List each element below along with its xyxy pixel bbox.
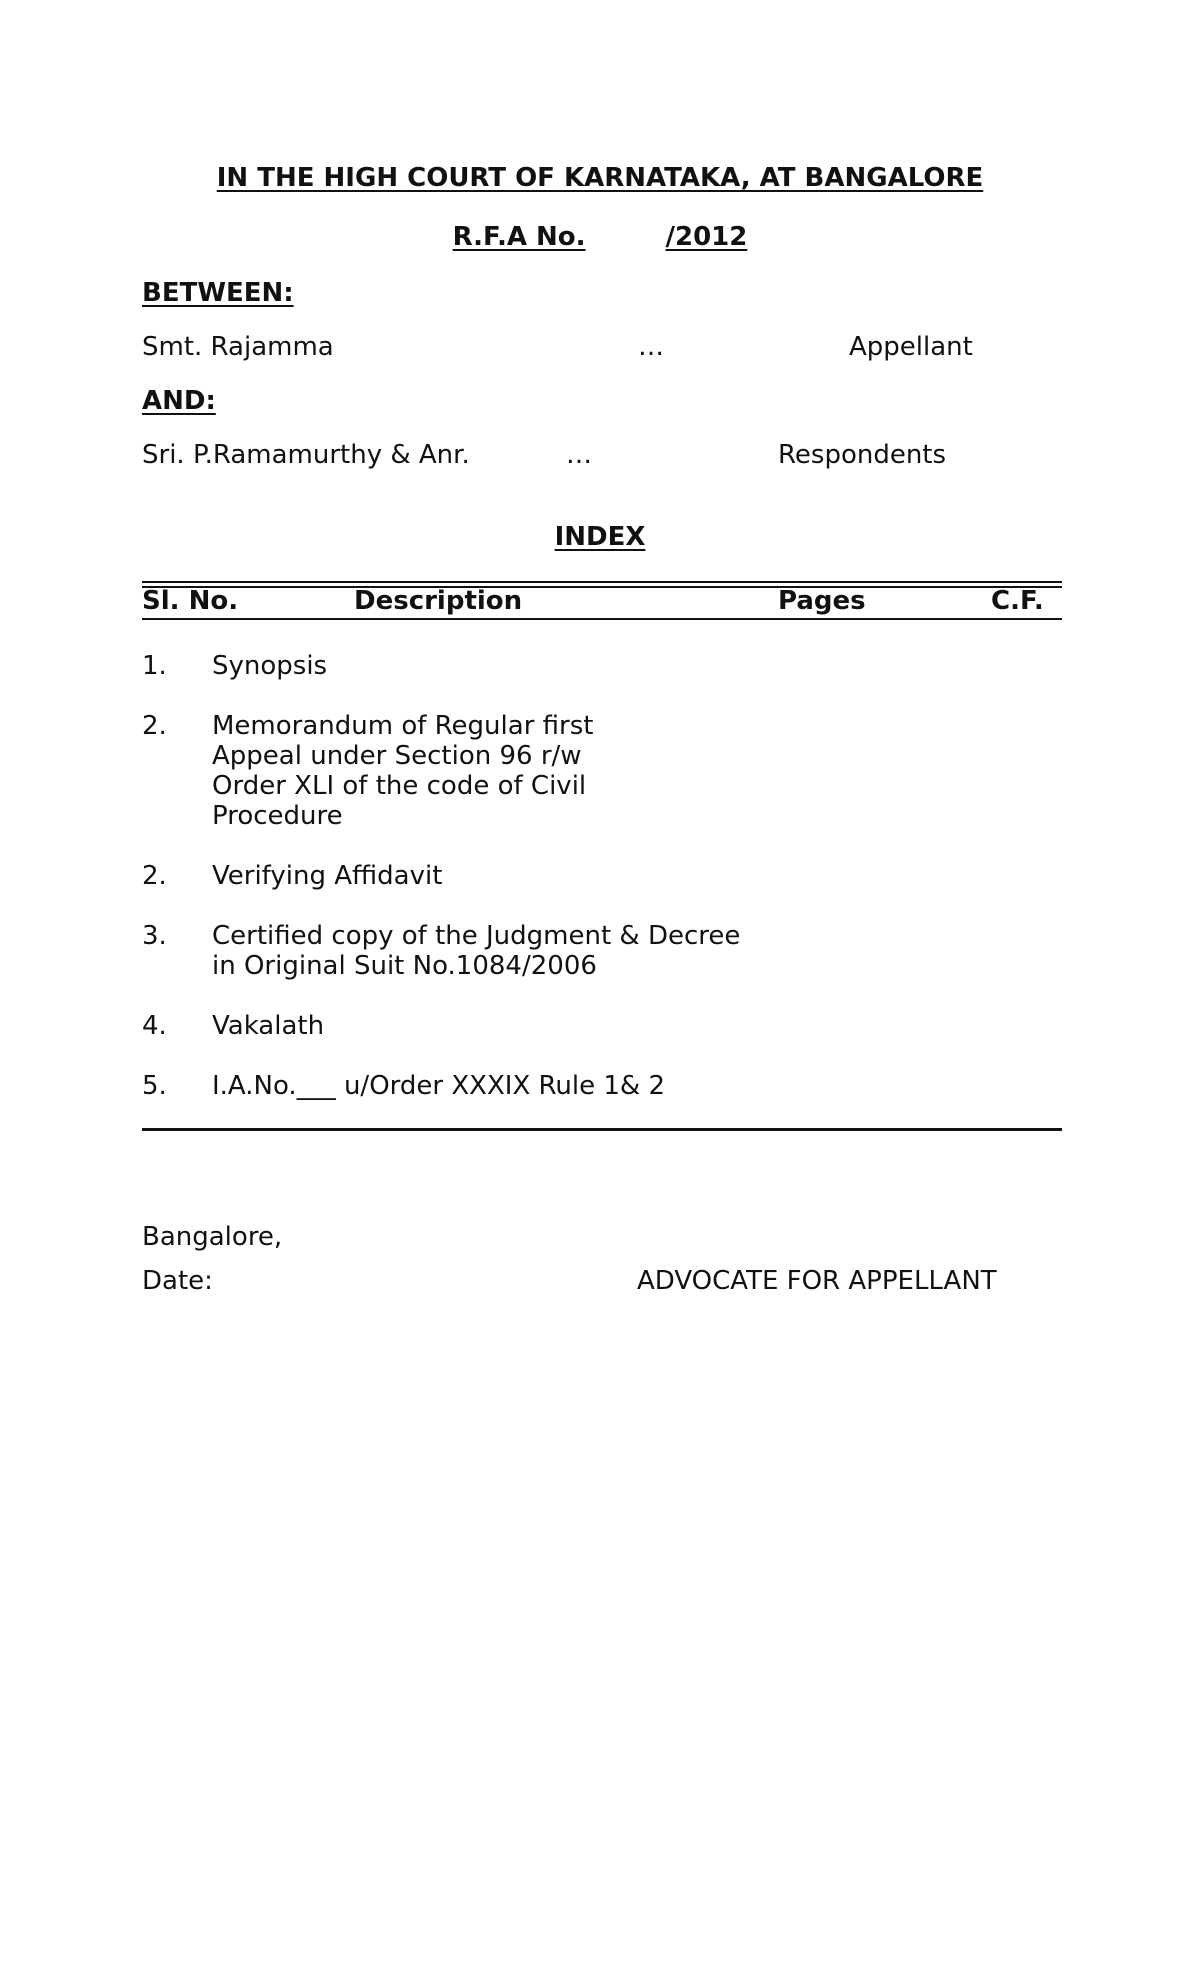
row-description-line: Certified copy of the Judgment & Decree [212,921,741,951]
row-description-line: Appeal under Section 96 r/w [212,741,582,771]
header-sl-no: Sl. No. [142,586,239,616]
row-number: 1. [142,651,167,681]
row-description [212,861,772,891]
appellant-role: Appellant [849,332,973,362]
case-number [0,222,1200,252]
row-description-line: Vakalath [212,1011,325,1041]
case-number-suffix: /2012 [665,222,748,252]
table-top-rule [142,581,1062,583]
court-title: IN THE HIGH COURT OF KARNATAKA, AT BANGALORE [216,163,984,193]
row-description-line: Synopsis [212,651,328,681]
respondent-role: Respondents [778,440,947,470]
appellant-name: Smt. Rajamma [142,332,334,362]
row-description-line: in Original Suit No.1084/2006 [212,951,597,981]
header-pages: Pages [778,586,866,616]
appellant-dots: … [638,332,664,362]
row-number: 3. [142,921,167,951]
table-header-rule [142,618,1062,620]
and-label: AND: [142,386,216,416]
row-description-line: Verifying Affidavit [212,861,443,891]
index-title: INDEX [554,522,646,552]
between-label: BETWEEN: [142,278,294,308]
row-number: 2. [142,711,167,741]
signatory: ADVOCATE FOR APPELLANT [637,1266,997,1296]
respondent-dots: … [566,440,592,470]
row-description [212,651,772,681]
row-description-line: I.A.No.___ u/Order XXXIX Rule 1& 2 [212,1071,666,1101]
row-description-line: Procedure [212,801,343,831]
row-number: 5. [142,1071,167,1101]
respondent-name: Sri. P.Ramamurthy & Anr. [142,440,470,470]
table-top-rule-inner [142,586,1062,588]
row-description-line: Memorandum of Regular first [212,711,594,741]
case-number-prefix: R.F.A No. [452,222,586,252]
row-number: 2. [142,861,167,891]
row-description-line: Order XLI of the code of Civil [212,771,587,801]
row-number: 4. [142,1011,167,1041]
header-cf: C.F. [991,586,1044,616]
place: Bangalore, [142,1222,283,1252]
header-description: Description [354,586,523,616]
row-description [212,921,772,981]
row-description [212,1071,772,1101]
date-label: Date: [142,1266,213,1296]
row-description [212,711,772,831]
row-description [212,1011,772,1041]
table-bottom-rule [142,1128,1062,1131]
